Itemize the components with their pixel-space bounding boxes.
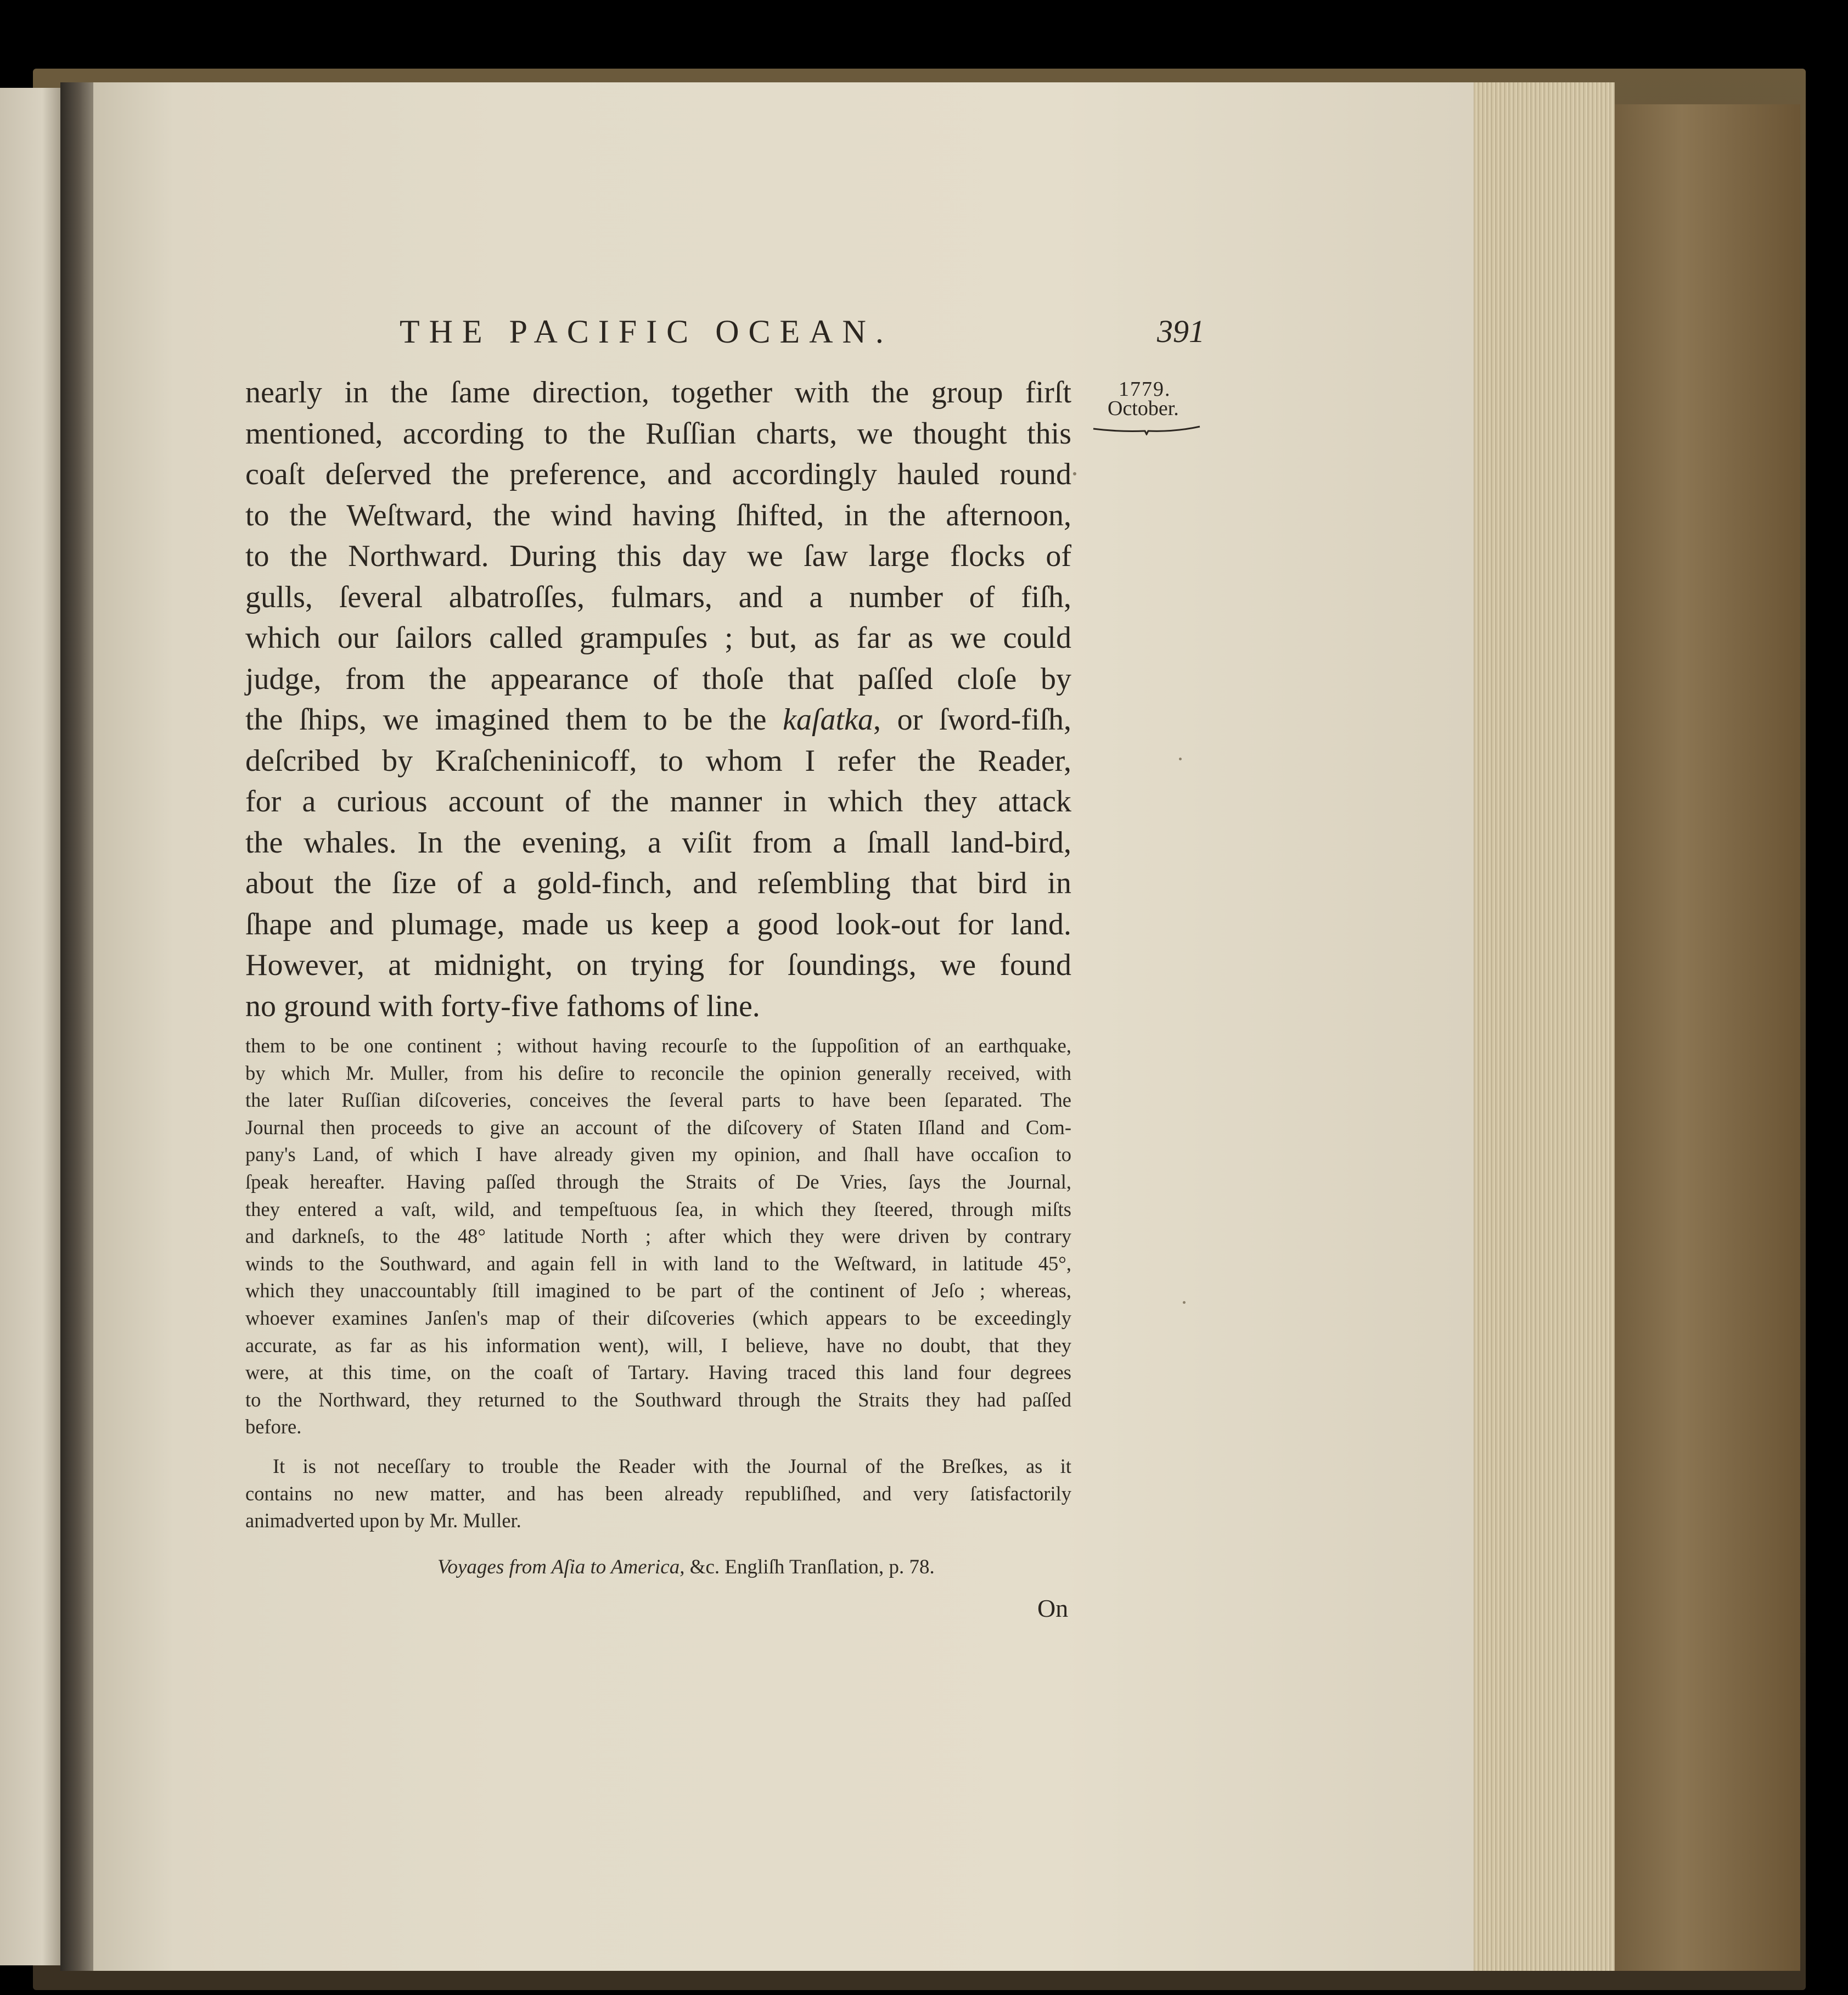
footnote-citation — [437, 1555, 935, 1579]
body-text-line: judge, from the appearance of thoſe that paſſed cloſe by — [245, 662, 1071, 696]
footnote-line: It is not neceſſary to trouble the Reader with the Journal of the Breſkes, as it — [273, 1454, 1071, 1477]
body-text-line: to the Northward. During this day we ſaw large flocks of — [245, 539, 1071, 573]
body-text-line: coaſt deſerved the preference, and accordingly hauled round — [245, 457, 1071, 491]
footnote-line: to the Northward, they returned to the Southward through the Straits they had paſſed — [245, 1388, 1071, 1411]
footnote-line: which they unaccountably ſtill imagined to be part of the continent of Jeſo ; whereas, — [245, 1279, 1071, 1302]
page-number: 391 — [1157, 313, 1205, 349]
paper-speck — [1073, 472, 1076, 475]
body-text-line: which our ſailors called grampuſes ; but, as far as we could — [245, 621, 1071, 655]
body-text-line: about the ſize of a gold-finch, and reſembling that bird in — [245, 866, 1071, 900]
body-text-line: nearly in the ſame direction, together with the group firſt — [245, 376, 1071, 410]
footnote-line: and darkneſs, to the 48° latitude North ; after which they were driven by contrary — [245, 1225, 1071, 1248]
footnote-line: accurate, as far as his information went), will, I believe, have no doubt, that they — [245, 1333, 1071, 1357]
body-text-line: mentioned, according to the Ruſſian charts, we thought this — [245, 416, 1071, 451]
cover-edge — [1603, 104, 1800, 1971]
footnote-line: before. — [245, 1415, 302, 1438]
body-text-line: the whales. In the evening, a viſit from a ſmall land-bird, — [245, 825, 1071, 860]
footnote-line: winds to the Southward, and again fell in with land to the Weſtward, in latitude 45°, — [245, 1252, 1071, 1275]
body-text-line: gulls, ſeveral albatroſſes, fulmars, and a number of fiſh, — [245, 580, 1071, 614]
footnote-line: whoever examines Janſen's map of their diſcoveries (which appears to be exceedingly — [245, 1306, 1071, 1329]
page-fore-edge — [1465, 82, 1615, 1971]
margin-brace-icon — [1092, 425, 1201, 435]
footnote-line: contains no new matter, and has been already republiſhed, and very ſatisfactorily — [245, 1482, 1071, 1505]
book-gutter — [60, 82, 93, 1971]
body-text-line: However, at midnight, on trying for ſoundings, we found — [245, 948, 1071, 982]
footnote-line: the later Ruſſian diſcoveries, conceives the ſeveral parts to have been ſeparated. The — [245, 1089, 1071, 1112]
footnote-line: them to be one continent ; without having recourſe to the ſuppoſition of an earthquake, — [245, 1034, 1071, 1057]
right-page — [91, 82, 1474, 1971]
body-text-line: to the Weſtward, the wind having ſhifted, in the afternoon, — [245, 498, 1071, 533]
running-head-title: THE PACIFIC OCEAN. — [400, 313, 893, 350]
footnote-line: ſpeak hereafter. Having paſſed through the Straits of De Vries, ſays the Journal, — [245, 1170, 1071, 1193]
paper-speck — [1183, 1301, 1186, 1304]
body-text-line: no ground with forty-five fathoms of line. — [245, 989, 760, 1023]
footnote-line: they entered a vaſt, wild, and tempeſtuous ſea, in which they ſteered, through miſts — [245, 1197, 1071, 1220]
footnote-line: animadverted upon by Mr. Muller. — [245, 1509, 521, 1532]
footnote-line: were, at this time, on the coaſt of Tartary. Having traced this land four degrees — [245, 1361, 1071, 1384]
citation-rest: &c. Engliſh Tranſlation, p. 78. — [684, 1556, 935, 1578]
margin-note-year: 1779. — [1119, 378, 1171, 401]
paper-speck — [1179, 758, 1182, 760]
footnote-line: by which Mr. Muller, from his deſire to reconcile the opinion generally received, with — [245, 1061, 1071, 1084]
body-text — [245, 372, 1071, 1027]
body-text-line: deſcribed by Kraſcheninicoff, to whom I refer the Reader, — [245, 743, 1071, 778]
body-text-line: ſhape and plumage, made us keep a good look-out for land. — [245, 907, 1071, 942]
body-text-line: for a curious account of the manner in which they attack — [245, 784, 1071, 819]
footnote-line: pany's Land, of which I have already given my opinion, and ſhall have occaſion to — [245, 1143, 1071, 1166]
citation-source: Voyages from Aſia to America, — [437, 1556, 685, 1578]
body-text-line: the ſhips, we imagined them to be the kaſatka, or ſword-fiſh, — [245, 703, 1071, 737]
footnotes — [245, 1032, 1071, 1534]
catchword: On — [1037, 1594, 1069, 1622]
margin-note-month: October. — [1108, 397, 1179, 420]
footnote-line: Journal then proceeds to give an account of the diſcovery of Staten Iſland and Com- — [245, 1116, 1071, 1139]
left-page-sliver — [0, 88, 60, 1965]
